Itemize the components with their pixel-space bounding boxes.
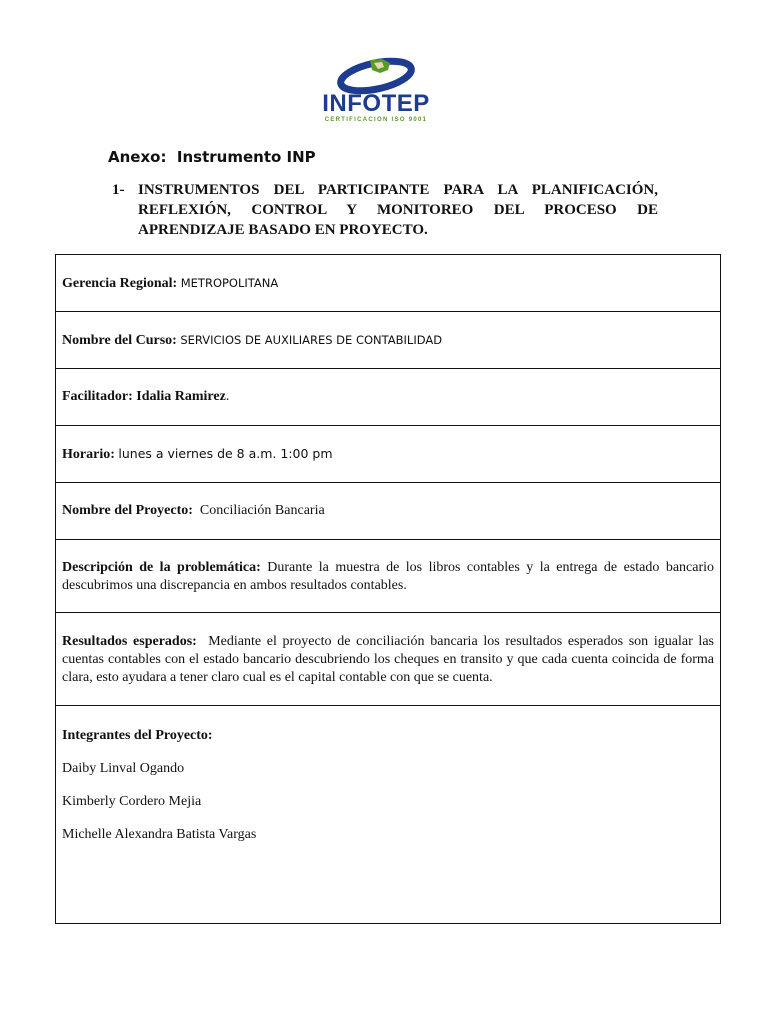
section-number: 1- [112, 182, 125, 198]
row-integrantes [56, 706, 720, 923]
resultados-label: Resultados esperados: [62, 634, 197, 649]
proyecto-value: Conciliación Bancaria [199, 503, 325, 518]
horario-label: Horario: [62, 446, 115, 462]
member-item: Michelle Alexandra Batista Vargas [62, 827, 257, 842]
row-gerencia [56, 255, 720, 312]
gerencia-value: METROPOLITANA [180, 275, 279, 290]
annex-title: Instrumento INP [176, 148, 316, 166]
row-horario [56, 426, 720, 483]
row-curso [56, 312, 720, 369]
curso-label: Nombre del Curso: [62, 332, 177, 348]
problematica-value: Durante la muestra de los libros contables y la entrega de estado bancario descubrimos una discrepancia en ambos resultados contables. [62, 560, 715, 593]
row-problematica [56, 540, 720, 613]
problematica-label: Descripción de la problemática: [62, 560, 261, 575]
integrantes-label: Integrantes del Proyecto: [62, 728, 213, 743]
gerencia-label: Gerencia Regional: [62, 275, 178, 291]
infotep-logo [312, 54, 438, 128]
curso-value: SERVICIOS DE AUXILIARES DE CONTABILIDAD [180, 332, 443, 347]
member-item: Daiby Linval Ogando [62, 761, 185, 776]
section-heading-text: INSTRUMENTOS DEL PARTICIPANTE PARA LA PLANIFICACIÓN, REFLEXIÓN, CONTROL Y MONITOREO DEL PROCESO DE APRENDIZAJE BASADO EN PROYECTO. [138, 182, 658, 238]
logo-certification: CERTIFICACION ISO 9001 [324, 117, 428, 123]
row-proyecto [56, 483, 720, 540]
row-facilitador [56, 369, 720, 426]
row-resultados [56, 613, 720, 706]
member-item: Kimberly Cordero Mejia [62, 794, 202, 809]
project-form-table [55, 254, 721, 924]
resultados-value: Mediante el proyecto de conciliación bancaria los resultados esperados son igualar las cuentas contables con el estado bancario descubriendo los cheques en transito y que cada cuenta coincida de forma clara, esto ayudara a tener claro cual es el capital contable con que se cuenta. [62, 634, 714, 685]
proyecto-label: Nombre del Proyecto: [62, 503, 193, 518]
annex-heading [108, 148, 316, 166]
horario-value: lunes a viernes de 8 a.m. 1:00 pm [118, 445, 333, 461]
annex-label: Anexo: [108, 148, 167, 166]
facilitador-value: . [225, 389, 230, 404]
logo-wordmark: INFOTEP [322, 90, 430, 117]
facilitador-label: Facilitador: Idalia Ramirez [62, 389, 226, 404]
